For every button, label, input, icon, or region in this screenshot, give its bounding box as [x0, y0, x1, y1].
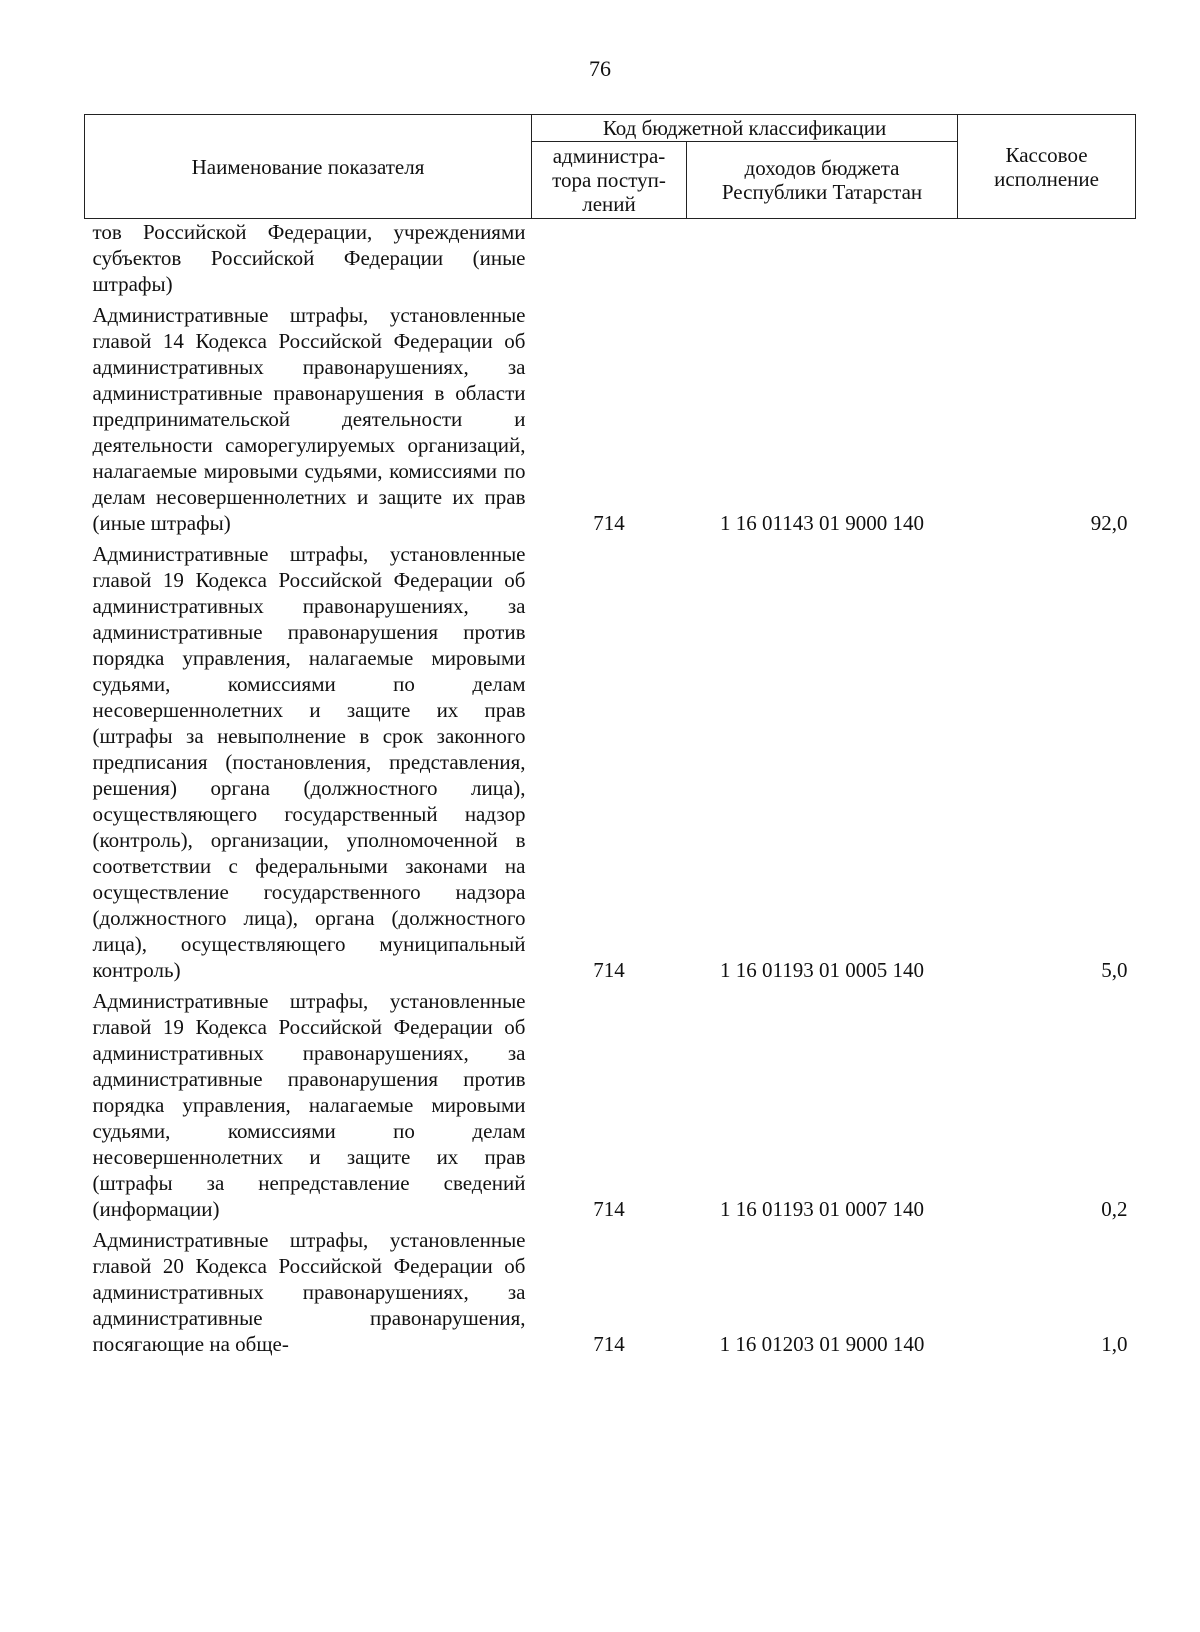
row-admin-code — [532, 219, 687, 303]
row-name: Административные штрафы, установленные главой 19 Кодекса Российской Федерации об административных правонарушениях, за административные правонарушения против порядка управления, налагаемые мировыми судьями, комиссиями по делам несовершеннолетних и защите их прав (штрафы за невыполнение в срок законного предписания (постановления, представления, решения) органа (должностного лица), осуществляющего государственный надзор (контроль), организации, уполномоченной в соответствии с федеральными законами на осуществление государственного надзора (должностного лица), органа (должностного лица), осуществляющего муниципальный контроль) — [92, 542, 526, 982]
row-admin-code: 714 — [593, 511, 625, 535]
row-name: тов Российской Федерации, учреждениями субъектов Российской Федерации (иные штрафы) — [92, 220, 526, 296]
row-execution — [958, 219, 1136, 303]
table-row — [85, 1227, 1136, 1357]
row-income-code: 1 16 01143 01 9000 140 — [720, 511, 924, 535]
row-name: Административные штрафы, установленные главой 20 Кодекса Российской Федерации об административных правонарушениях, за административные правонарушения, посягающие на обще- — [92, 1228, 526, 1356]
row-income-code: 1 16 01193 01 0007 140 — [720, 1197, 924, 1221]
header-income-code: доходов бюджета Республики Татарстан — [687, 142, 958, 219]
row-execution: 92,0 — [1090, 511, 1128, 535]
table-body — [85, 219, 1136, 1358]
header-execution: Кассовое исполнение — [958, 115, 1136, 219]
row-name: Административные штрафы, установленные главой 14 Кодекса Российской Федерации об административных правонарушениях, за административные правонарушения в области предпринимательской деятельности и деятельности саморегулируемых организаций, налагаемые мировыми судьями, комиссиями по делам несовершеннолетних и защите их прав (иные штрафы) — [92, 303, 526, 535]
row-admin-code: 714 — [593, 958, 625, 982]
row-name: Административные штрафы, установленные главой 19 Кодекса Российской Федерации об административных правонарушениях, за административные правонарушения против порядка управления, налагаемые мировыми судьями, комиссиями по делам несовершеннолетних и защите их прав (штрафы за непредставление сведений (информации) — [92, 989, 526, 1221]
table-row — [85, 219, 1136, 303]
header-name: Наименование показателя — [85, 115, 532, 219]
row-execution: 5,0 — [1101, 958, 1128, 982]
table-row — [85, 988, 1136, 1227]
header-code-group: Код бюджетной классификации — [532, 115, 958, 142]
row-admin-code: 714 — [593, 1332, 625, 1356]
table-row — [85, 302, 1136, 541]
row-execution: 0,2 — [1101, 1197, 1128, 1221]
row-income-code — [687, 219, 958, 303]
page-number: 76 — [589, 56, 611, 81]
row-execution: 1,0 — [1101, 1332, 1128, 1356]
row-income-code: 1 16 01203 01 9000 140 — [719, 1332, 925, 1356]
table-header — [85, 115, 1136, 219]
budget-table — [84, 114, 1136, 1357]
table-row — [85, 541, 1136, 988]
header-admin: администра-тора поступ-лений — [532, 142, 687, 219]
row-income-code: 1 16 01193 01 0005 140 — [720, 958, 924, 982]
row-admin-code: 714 — [593, 1197, 625, 1221]
